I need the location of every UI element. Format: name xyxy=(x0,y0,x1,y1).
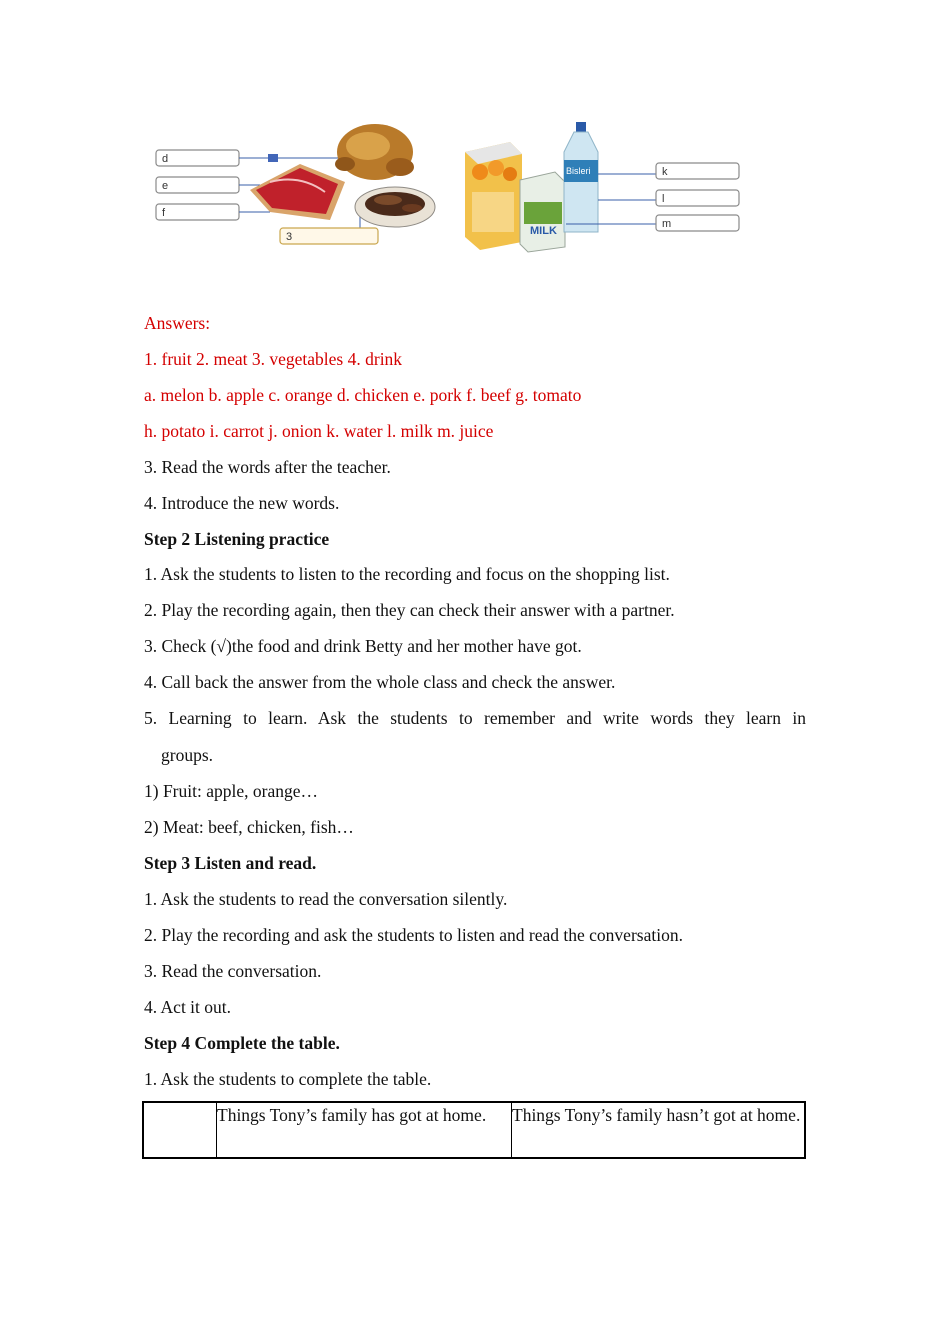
svg-text:e: e xyxy=(162,180,169,192)
pork-image xyxy=(355,187,435,227)
step2-item-5-continued: groups. xyxy=(161,745,214,765)
step4-heading: Step 4 Complete the table. xyxy=(144,1033,340,1053)
svg-text:3: 3 xyxy=(286,231,293,243)
step2-item-1: 1. Ask the students to listen to the recording and focus on the shopping list. xyxy=(144,564,670,584)
svg-text:Bisleri: Bisleri xyxy=(566,166,591,176)
step4-item-1: 1. Ask the students to complete the table. xyxy=(144,1069,432,1089)
table-header-has-got: Things Tony’s family has got at home. xyxy=(217,1102,512,1158)
table-header-hasnt-got: Things Tony’s family hasn’t got at home. xyxy=(512,1102,806,1158)
answers-line-3: h. potato i. carrot j. onion k. water l. milk m. juice xyxy=(144,421,494,441)
table-row xyxy=(143,1102,805,1158)
step2-item-2: 2. Play the recording again, then they can check their answer with a partner. xyxy=(144,600,675,620)
water-bottle-image xyxy=(564,122,598,232)
step2-item-5: 5. Learning to learn. Ask the students to remember and write words they learn in xyxy=(144,708,806,728)
svg-text:k: k xyxy=(662,166,668,178)
step1-item-3: 3. Read the words after the teacher. xyxy=(144,457,391,477)
label-box-d xyxy=(156,150,239,166)
svg-text:l: l xyxy=(662,193,665,205)
step3-item-2: 2. Play the recording and ask the students to listen and read the conversation. xyxy=(144,925,683,945)
food-drink-illustration xyxy=(150,112,750,262)
step3-heading: Step 3 Listen and read. xyxy=(144,853,317,873)
table-cell-empty xyxy=(143,1102,217,1158)
step3-item-3: 3. Read the conversation. xyxy=(144,961,322,981)
label-box-f xyxy=(156,204,239,220)
step2-subitem-fruit: 1) Fruit: apple, orange… xyxy=(144,781,318,801)
label-box-l xyxy=(656,190,739,206)
label-box-3 xyxy=(280,228,378,244)
svg-text:m: m xyxy=(662,218,672,230)
svg-text:MILK: MILK xyxy=(530,225,557,237)
tony-family-table xyxy=(142,1101,806,1159)
label-box-e xyxy=(156,177,239,193)
answers-title: Answers: xyxy=(144,313,211,333)
step3-item-1: 1. Ask the students to read the conversation silently. xyxy=(144,889,508,909)
answers-line-2: a. melon b. apple c. orange d. chicken e. pork f. beef g. tomato xyxy=(144,385,582,405)
step3-item-4: 4. Act it out. xyxy=(144,997,232,1017)
step2-subitem-meat: 2) Meat: beef, chicken, fish… xyxy=(144,817,354,837)
svg-text:d: d xyxy=(162,153,169,165)
step2-heading: Step 2 Listening practice xyxy=(144,529,330,549)
answers-line-1: 1. fruit 2. meat 3. vegetables 4. drink xyxy=(144,349,403,369)
svg-text:f: f xyxy=(162,207,166,219)
milk-carton-image xyxy=(520,172,565,252)
label-box-k xyxy=(656,163,739,179)
label-box-m xyxy=(656,215,739,231)
juice-carton-image xyxy=(465,142,522,250)
chicken-image xyxy=(335,124,414,180)
beef-image xyxy=(250,154,345,220)
step1-item-4: 4. Introduce the new words. xyxy=(144,493,340,513)
step2-item-3: 3. Check (√)the food and drink Betty and her mother have got. xyxy=(144,636,582,656)
step2-item-4: 4. Call back the answer from the whole class and check the answer. xyxy=(144,672,616,692)
